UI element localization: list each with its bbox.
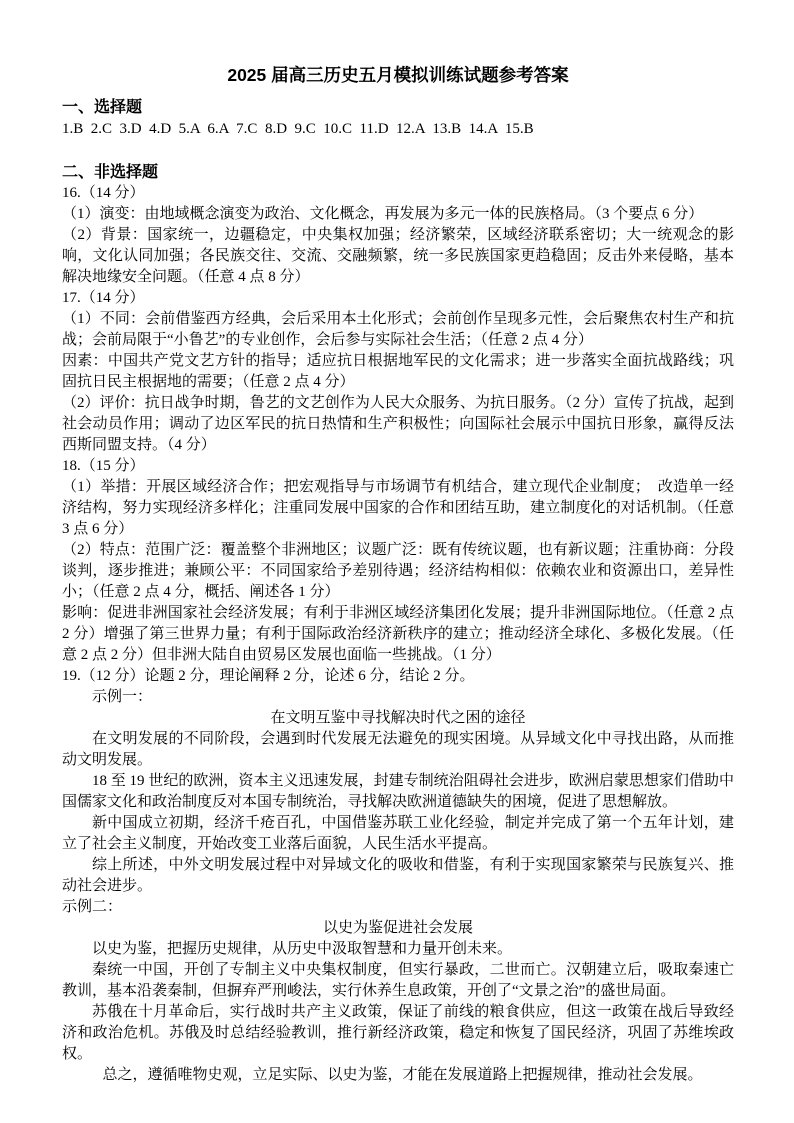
q16-point1: （1）演变：由地域概念演变为政治、文化概念，再发展为多元一体的民族格局。（3 个要点 6 分）: [62, 206, 704, 222]
q19-essay1-para2: 18 至 19 世纪的欧洲，资本主义迅速发展，封建专制统治阻碍社会进步，欧洲启蒙思想家们借助中国儒家文化和政治制度反对本国专制统治，寻找解决欧洲道德缺失的困境，促进了思想解放。: [62, 773, 734, 810]
q19-essay1-para3: 新中国成立初期，经济千疮百孔，中国借鉴苏联工业化经验，制定并完成了第一个五年计划，建立了社会主义制度，开始改变工业落后面貌，人民生活水平提高。: [62, 815, 734, 852]
q18-features: （2）特点：范围广泛：覆盖整个非洲地区；议题广泛：既有传统议题，也有新议题；注重协商：分段谈判，逐步推进；兼顾公平：不同国家给予差别待遇；经济结构相似：依赖农业和资源出口，差异性小；（任意 2 点 4 分，概括、阐述各 1 分）: [62, 542, 734, 600]
q17-differences: （1）不同：会前借鉴西方经典，会后采用本土化形式；会前创作呈现多元性，会后聚焦农村生产和抗战；会前局限于“小鲁艺”的专业创作，会后参与实际社会生活；（任意 2 点 4 分）: [62, 311, 734, 348]
q19-essay1-title: 在文明互鉴中寻找解决时代之困的途径: [270, 710, 526, 726]
section-heading-non-choice: 二、非选择题: [62, 164, 159, 181]
q16-head: 16.（14 分）: [62, 185, 145, 201]
q18-head: 18.（15 分）: [62, 458, 145, 474]
q19-essay2-para1: 以史为鉴，把握历史规律，从历史中汲取智慧和力量开创未来。: [92, 941, 513, 957]
q19-head: 19.（12 分）论题 2 分，理论阐释 2 分，论述 6 分，结论 2 分。: [62, 668, 475, 684]
q19-essay2-title: 以史为鉴促进社会发展: [322, 920, 473, 936]
q18-measures: （1）举措：开展区域经济合作；把宏观指导与市场调节有机结合，建立现代企业制度； 改造单一经济结构，努力实现经济多样化；注重同发展中国家的合作和团结互助，建立制度化的对话机制。（任意 3 点 6 分）: [62, 479, 734, 537]
q19-essay1-para4: 综上所述，中外文明发展过程中对异域文化的吸收和借鉴，有利于实现国家繁荣与民族复兴、推动社会进步。: [62, 857, 734, 894]
q19-essay2-para2: 秦统一中国，开创了专制主义中央集权制度，但实行暴政，二世而亡。汉朝建立后，吸取秦速亡教训，基本沿袭秦制，但摒弃严刑峻法，实行休养生息政策，开创了“文景之治”的盛世局面。: [62, 962, 734, 999]
q17-evaluation: （2）评价：抗日战争时期，鲁艺的文艺创作为人民大众服务、为抗日服务。（2 分）宣传了抗战，起到社会动员作用；调动了边区军民的抗日热情和生产积极性；向国际社会展示中国抗日形象，赢得反法西斯同盟支持。（4 分）: [62, 395, 734, 453]
q17-head: 17.（14 分）: [62, 290, 145, 306]
q19-essay2-para3: 苏俄在十月革命后，实行战时共产主义政策，保证了前线的粮食供应，但这一政策在战后导致经济和政治危机。苏俄及时总结经验教训，推行新经济政策，稳定和恢复了国民经济，巩固了苏维埃政权。: [62, 1004, 734, 1062]
choice-answers-line: 1.B 2.C 3.D 4.D 5.A 6.A 7.C 8.D 9.C 10.C 11.D 12.A 13.B 14.A 15.B: [62, 121, 534, 137]
q19-example1-label: 示例一：: [92, 689, 153, 705]
q19-essay1-para1: 在文明发展的不同阶段，会遇到时代发展无法避免的现实困境。从异域文化中寻找出路，从而推动文明发展。: [62, 731, 734, 768]
section-heading-choice: 一、选择题: [62, 99, 143, 116]
q18-impact: 影响：促进非洲国家社会经济发展；有利于非洲区域经济集团化发展；提升非洲国际地位。（任意 2 点 2 分）增强了第三世界力量；有利于国际政治经济新秩序的建立；推动经济全球化、多极化发展。（任意 2 点 2 分）但非洲大陆自由贸易区发展也面临一些挑战。（1 分）: [62, 605, 734, 663]
page-title: 2025 届高三历史五月模拟训练试题参考答案: [227, 65, 569, 85]
q19-example2-label: 示例二：: [62, 899, 123, 915]
q16-point2: （2）背景：国家统一，边疆稳定，中央集权加强；经济繁荣，区域经济联系密切；大一统观念的影响，文化认同加强；各民族交往、交流、交融频繁，统一多民族国家更趋稳固；反击外来侵略，基本解决地缘安全问题。（任意 4 点 8 分）: [62, 227, 734, 285]
q19-essay2-para4: 总之，遵循唯物史观，立足实际、以史为鉴，才能在发展道路上把握规律，推动社会发展。: [102, 1067, 703, 1083]
q17-factors: 因素：中国共产党文艺方针的指导；适应抗日根据地军民的文化需求；进一步落实全面抗战路线；巩固抗日民主根据地的需要；（任意 2 点 4 分）: [62, 353, 734, 390]
